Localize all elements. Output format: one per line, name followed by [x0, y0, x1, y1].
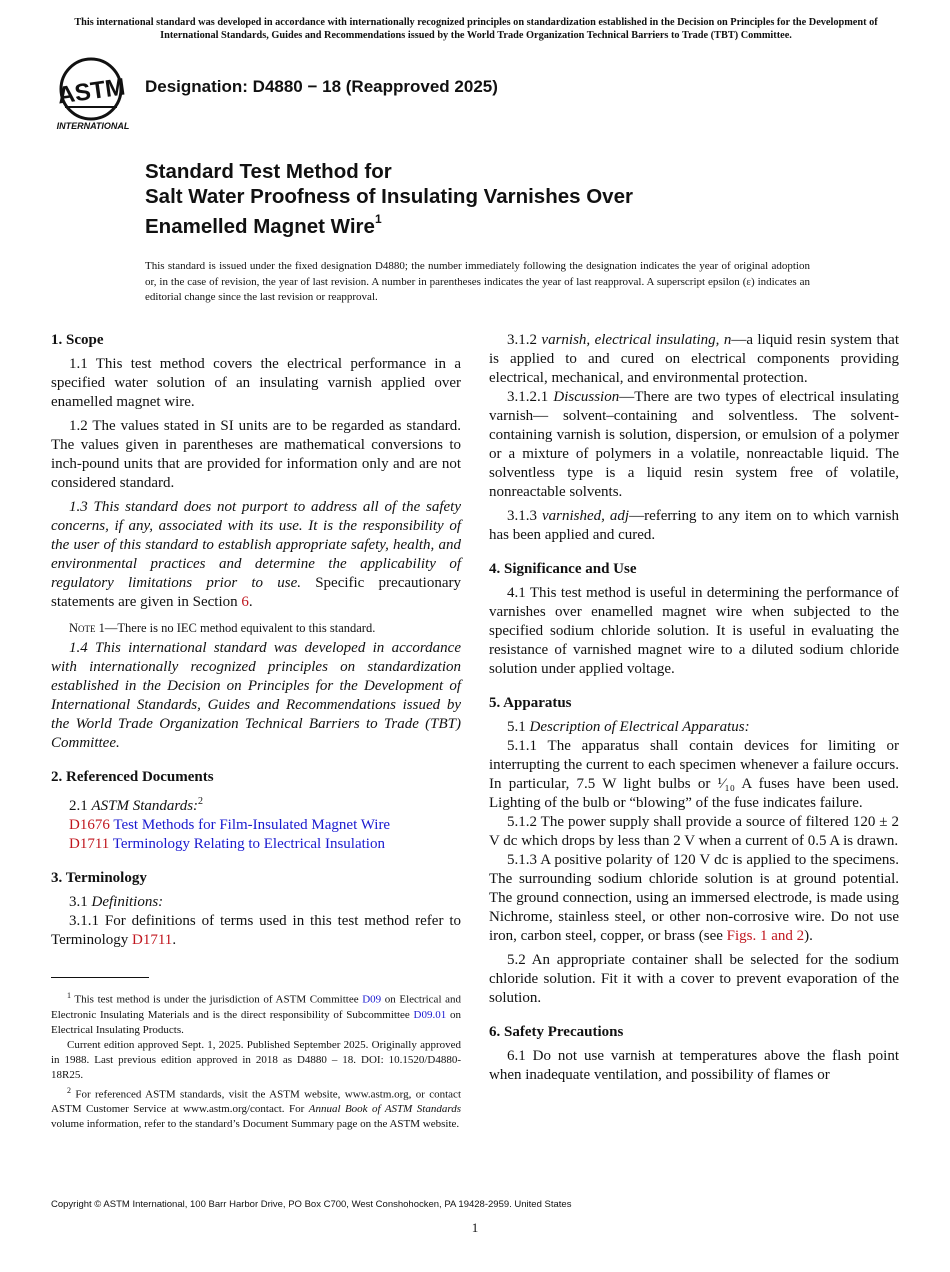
para-6-1: 6.1 Do not use varnish at temperatures above the flash point when inadequate ventilation, and possibility of flames or — [489, 1048, 899, 1083]
section-3-heading: 3. Terminology — [51, 870, 147, 886]
para-1-4-text: 1.4 This international standard was developed in accordance with internationally recognized principles on standardization established in the Decision on Principles for the Development of International Standards, Guides and Recommendations issued by the World Trade Organization Technical Barriers to Trade (TBT) Committee. — [51, 640, 461, 751]
title-line-3-text: Enamelled Magnet Wire — [145, 214, 375, 238]
para-1-3-end: . — [248, 594, 253, 610]
right-column — [489, 331, 899, 1085]
para-3-1-2 — [489, 331, 899, 388]
page-number: 1 — [471, 1220, 479, 1235]
para-1-2: 1.2 The values stated in SI units are to be regarded as standard. The values given in parentheses are mathematical conversions to inch-pound units that are provided for information only and are not considered standard. — [51, 418, 461, 491]
para-5-1-3-end: ). — [804, 928, 813, 944]
para-4-1: 4.1 This test method is useful in determining the performance of varnishes over enamelled magnet wire when subjected to the specified sodium chloride solution. It is useful in evaluating the resistance of varnished magnet wire to a diluted sodium chloride solution under applied voltage. — [489, 585, 899, 677]
para-2-1-num: 2.1 — [69, 798, 92, 814]
para-3-1-2-1 — [489, 388, 899, 502]
reference-d1711 — [51, 835, 461, 854]
footnotes — [51, 988, 461, 1132]
para-3-1-2-def: —a liquid resin system that is applied to and cured on electrical components providing electrical, mechanical, and environmental protection. — [489, 332, 899, 386]
note-text: 1—There is no IEC method equivalent to this standard. — [95, 621, 376, 635]
para-3-1 — [51, 893, 461, 912]
para-1-3-italic: 1.3 This standard does not purport to address all of the safety concerns, if any, associated with its use. It is the responsibility of the user of this standard to establish appropriate safety, health, and environmental practices and determine the applicability of regulatory limitations prior to use. — [51, 499, 461, 591]
para-3-1-3-def: —referring to any item on to which varnish has been applied and cured. — [489, 508, 899, 543]
footnote-1-text-c: on Electrical Insulating Products. — [51, 1008, 462, 1036]
footnote-2 — [51, 1083, 461, 1133]
svg-text:ASTM: ASTM — [55, 73, 127, 110]
title-line-1: Standard Test Method for — [145, 160, 392, 183]
para-5-1-3-text: 5.1.3 A positive polarity of 120 V dc is applied to the specimens. The surrounding sodium chloride solution is at ground potential. The ground connection, using an immersed electrode, is made using Nichrome, stainless steel, or other non-corrosive wire. Do not use iron, carbon steel, copper, or brass (see — [489, 852, 899, 944]
para-5-1-label: Description of Electrical Apparatus: — [529, 719, 750, 735]
section-5-heading: 5. Apparatus — [489, 695, 572, 711]
committee-d09-link[interactable]: D09 — [362, 993, 382, 1006]
reference-d1711-code[interactable]: D1711 — [69, 836, 110, 852]
para-2-1-label: ASTM Standards: — [91, 798, 199, 814]
footnote-1 — [51, 988, 461, 1038]
para-1-3-tail: Specific precautionary statements are given in Section — [51, 575, 461, 610]
footnote-1-text-b: on Electrical and Electronic Insulating Materials and is the direct responsibility of Subcommittee — [51, 993, 461, 1021]
para-3-1-3 — [489, 507, 899, 545]
para-5-1 — [489, 718, 899, 737]
footnote-2-mark: 2 — [67, 1085, 71, 1095]
footnote-rule — [51, 977, 149, 978]
para-5-1-2: 5.1.2 The power supply shall provide a source of filtered 120 ± 2 V dc which drops by less than 2 V when a current of 0.5 A is drawn. — [489, 814, 899, 849]
subcommittee-d09-01-link[interactable]: D09.01 — [413, 1008, 447, 1021]
terminology-d1711-link[interactable]: D1711 — [132, 932, 173, 948]
para-1-1: 1.1 This test method covers the electrical performance in a specified water solution of an insulating varnish applied over enamelled magnet wire. — [51, 356, 461, 410]
title-line-3 — [145, 209, 785, 239]
para-2-1-footnote-mark: 2 — [198, 796, 204, 807]
section-4-heading: 4. Significance and Use — [489, 561, 637, 577]
section-2-heading: 2. Referenced Documents — [51, 769, 214, 785]
para-1-4 — [51, 639, 461, 753]
left-column — [51, 331, 461, 950]
astm-logo — [53, 55, 135, 131]
section-6-link[interactable]: 6 — [241, 594, 249, 610]
footnote-1-mark: 1 — [67, 991, 71, 1000]
section-6-heading: 6. Safety Precautions — [489, 1024, 624, 1040]
para-3-1-1-text: 3.1.1 For definitions of terms used in this test method refer to Terminology — [51, 913, 461, 948]
note-label: Note — [69, 621, 96, 635]
title-footnote-mark: 1 — [374, 212, 382, 226]
para-3-1-2-1-num: 3.1.2.1 — [507, 389, 554, 405]
para-3-1-3-term: varnished, adj — [542, 508, 630, 524]
footnote-2-text-b: volume information, refer to the standard’s Document Summary page on the ASTM website. — [51, 1118, 460, 1131]
note-1 — [51, 620, 461, 637]
para-5-1-num: 5.1 — [507, 719, 530, 735]
copyright-notice: Copyright © ASTM International, 100 Barr Harbor Drive, PO Box C700, West Conshohocken, PA 19428-2959. United States — [51, 1199, 572, 1210]
para-3-1-2-1-label: Discussion — [553, 389, 620, 405]
reference-d1676-title[interactable]: Test Methods for Film-Insulated Magnet Wire — [109, 817, 391, 833]
para-5-1-1: 5.1.1 The apparatus shall contain devices for limiting or interrupting the current to each specimen whenever a failure occurs. In particular, 7.5 W light bulbs or ¹⁄₁₀ A fuses have been used. Lighting of the bulb or “blowing” of the fuse indicates failure. — [489, 738, 899, 811]
issuance-statement: This standard is issued under the fixed designation D4880; the number immediately following the designation indicates the year of original adoption or, in the case of revision, the year of last revision. A number in parentheses indicates the year of last reapproval. A superscript epsilon (ε) indicates an editorial change since the last revision or reapproval. — [145, 260, 810, 303]
para-5-1-3 — [489, 851, 899, 946]
svg-text:INTERNATIONAL: INTERNATIONAL — [56, 121, 130, 131]
para-3-1-1-end: . — [172, 932, 177, 948]
para-3-1-num: 3.1 — [69, 894, 92, 910]
para-3-1-3-num: 3.1.3 — [507, 508, 542, 524]
reference-d1711-title[interactable]: Terminology Relating to Electrical Insulation — [109, 836, 385, 852]
title-line-2: Salt Water Proofness of Insulating Varnishes Over — [145, 185, 633, 208]
footnote-2-text-a: For referenced ASTM standards, visit the ASTM website, www.astm.org, or contact ASTM Customer Service at www.astm.org/contact. For — [51, 1088, 461, 1116]
para-3-1-2-1-text: —There are two types of electrical insulating varnish— solvent–containing and solventless. The solvent-containing varnish is solution, dispersion, or emulsion of a polymer or a mixture of polymers in a volatile, nonreactable liquid. The solventless type is a liquid resin system free of volatile, nonreactable solvents. — [489, 389, 900, 500]
para-5-2: 5.2 An appropriate container shall be selected for the sodium chloride solution. Fit it with a cover to prevent evaporation of the solution. — [489, 952, 899, 1006]
para-1-3 — [51, 498, 461, 612]
top-notice: This international standard was developed in accordance with internationally recognized principles on standardization established in the Decision on Principles for the Development of International Standards, Guides and Recommendations issued by the World Trade Organization Technical Barriers to Trade (TBT) Committee. — [74, 17, 878, 41]
para-3-1-2-term: varnish, electrical insulating, n — [541, 332, 732, 348]
para-3-1-1 — [51, 912, 461, 950]
document-title — [145, 159, 785, 239]
footnote-2-italic: Annual Book of ASTM Standards — [308, 1103, 461, 1116]
para-2-1 — [51, 792, 461, 816]
reference-d1676 — [51, 816, 461, 835]
footnote-1-edition: Current edition approved Sept. 1, 2025. Published September 2025. Originally approved in 1988. Last previous edition approved in 2018 as D4880 – 18. DOI: 10.1520/D4880-18R25. — [51, 1038, 461, 1081]
para-3-1-label: Definitions: — [91, 894, 164, 910]
section-1-heading: 1. Scope — [51, 332, 104, 348]
reference-d1676-code[interactable]: D1676 — [69, 817, 110, 833]
designation: Designation: D4880 − 18 (Reapproved 2025) — [145, 77, 498, 96]
footnote-1-text-a: This test method is under the jurisdiction of ASTM Committee — [71, 993, 363, 1006]
para-3-1-2-num: 3.1.2 — [507, 332, 542, 348]
figs-1-2-link[interactable]: Figs. 1 and 2 — [726, 928, 805, 944]
